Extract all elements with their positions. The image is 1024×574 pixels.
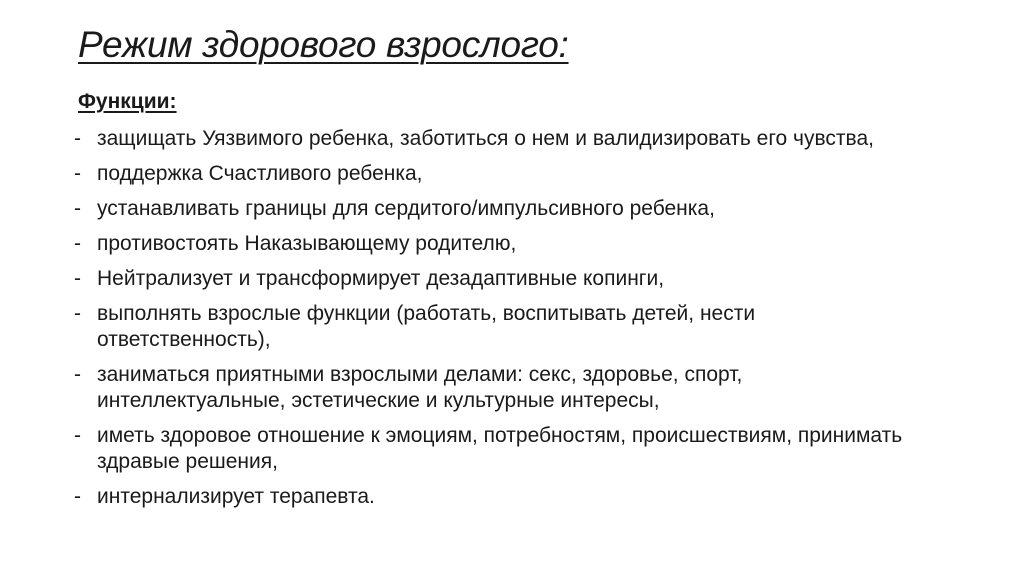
functions-heading: Функции: bbox=[78, 90, 177, 113]
bullet-dash: - bbox=[74, 162, 81, 185]
bullet-dash: - bbox=[74, 232, 81, 255]
functions-list bbox=[74, 126, 974, 519]
list-item-text: иметь здоровое отношение к эмоциям, потребностям, происшествиям, принимать здравые решения, bbox=[97, 424, 903, 473]
list-item-text: выполнять взрослые функции (работать, воспитывать детей, нести ответственность), bbox=[97, 302, 756, 351]
bullet-dash: - bbox=[74, 485, 81, 508]
list-item bbox=[74, 423, 974, 475]
bullet-dash: - bbox=[74, 197, 81, 220]
bullet-dash: - bbox=[74, 127, 81, 150]
list-item-text: интернализирует терапевта. bbox=[97, 485, 375, 508]
list-item-text: Нейтрализует и трансформирует дезадаптивные копинги, bbox=[97, 267, 665, 290]
list-item bbox=[74, 196, 974, 222]
bullet-dash: - bbox=[74, 302, 81, 325]
list-item bbox=[74, 161, 974, 187]
list-item bbox=[74, 231, 974, 257]
bullet-dash: - bbox=[74, 424, 81, 447]
bullet-dash: - bbox=[74, 363, 81, 386]
list-item bbox=[74, 301, 974, 353]
list-item-text: поддержка Счастливого ребенка, bbox=[97, 162, 423, 185]
list-item bbox=[74, 362, 974, 414]
list-item-text: противостоять Наказывающему родителю, bbox=[97, 232, 517, 255]
list-item bbox=[74, 484, 974, 510]
list-item-text: защищать Уязвимого ребенка, заботиться о нем и валидизировать его чувства, bbox=[97, 127, 874, 150]
list-item-text: устанавливать границы для сердитого/импульсивного ребенка, bbox=[97, 197, 715, 220]
list-item bbox=[74, 266, 974, 292]
list-item bbox=[74, 126, 974, 152]
slide-title: Режим здорового взрослого: bbox=[78, 24, 569, 65]
list-item-text: заниматься приятными взрослыми делами: секс, здоровье, спорт, интеллектуальные, эстетические и культурные интересы, bbox=[97, 363, 743, 412]
bullet-dash: - bbox=[74, 267, 81, 290]
